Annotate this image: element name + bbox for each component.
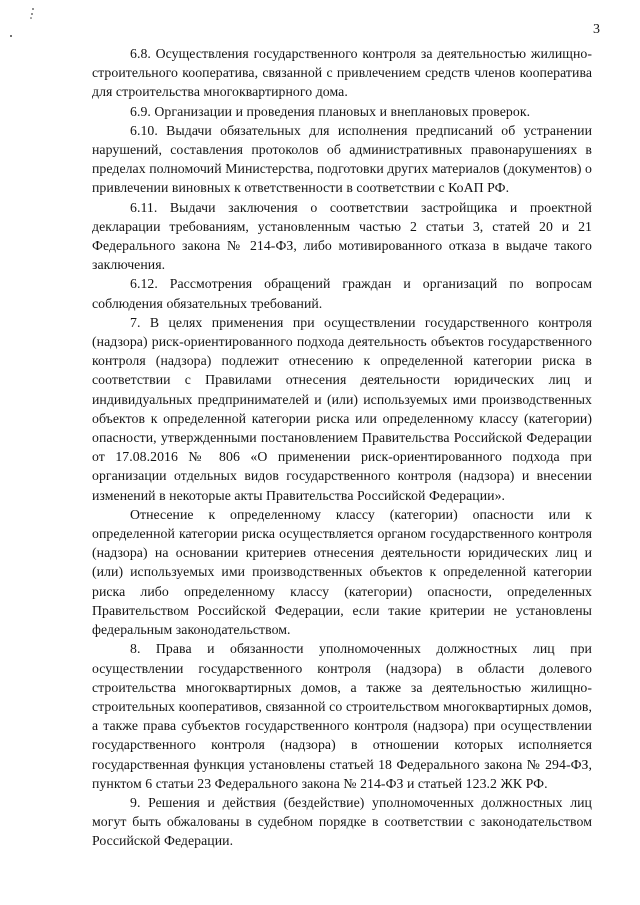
paragraph-6-10: 6.10. Выдачи обязательных для исполнения предписаний об устранении нарушений, составления протоколов об административных правонарушениях в пределах полномочий Министерства, подготовки других материалов (документов) о привлечении виновных к ответственности в соответствии с КоАП РФ. — [92, 122, 592, 196]
scan-dot — [30, 17, 32, 19]
scan-dot — [32, 8, 34, 10]
paragraph-6-8: 6.8. Осуществления государственного контроля за деятельностью жилищно-строительного кооператива, связанной с привлечением средств членов кооператива для строительства многоквартирного дома. — [92, 46, 592, 100]
document-body — [92, 44, 592, 851]
paragraph-6-9: 6.9. Организации и проведения плановых и внеплановых проверок. — [130, 103, 531, 119]
paragraph-8: 8. Права и обязанности уполномоченных должностных лиц при осуществлении государственного контроля (надзора) в области долевого строительства многоквартирных домов, а также за деятельностью жилищно-строительных кооперативов, связанной со строительством многоквартирных домов, а также права субъектов государственного контроля (надзора) при осуществлении государственного контроля (надзора) в отношении которых исполняется государственная функция установлены статьей 18 Федерального закона № 294-ФЗ, пунктом 6 статьи 23 Федерального закона № 214-ФЗ и статьей 123.2 ЖК РФ. — [92, 641, 592, 791]
paragraph-7: 7. В целях применения при осуществлении государственного контроля (надзора) риск-ориентированного подхода деятельность объектов государственного контроля (надзора) подлежит отнесению к определенной категории риска в соответствии с Правилами отнесения деятельности юридических лиц и индивидуальных предпринимателей и (или) используемых ими производственных объектов к определенной категории риска или определенному классу (категории) опасности, утвержденными постановлением Правительства Российской Федерации от 17.08.2016 № 806 «О применении риск-ориентированного подхода при организации отдельных видов государственного контроля (надзора) и внесении изменений в некоторые акты Правительства Российской Федерации». — [92, 314, 592, 503]
paragraph-7-continued: Отнесение к определенному классу (категории) опасности или к определенной категории риска осуществляется органом государственного контроля (надзора) на основании критериев отнесения деятельности юридических лиц и (или) используемых ими производственных объектов к определенной категории риска либо определенному классу (категории) опасности, определенных Правительством Российской Федерации, если такие критерии не установлены федеральным законодательством. — [92, 506, 592, 638]
scan-dot — [31, 13, 33, 15]
scan-dot — [10, 35, 12, 37]
scan-marks — [6, 4, 36, 40]
paragraph-9: 9. Решения и действия (бездействие) уполномоченных должностных лиц могут быть обжалованы в судебном порядке в соответствии с законодательством Российской Федерации. — [92, 794, 592, 849]
paragraph-6-12: 6.12. Рассмотрения обращений граждан и организаций по вопросам соблюдения обязательных требований. — [92, 276, 592, 311]
paragraph-6-11: 6.11. Выдачи заключения о соответствии застройщика и проектной декларации требованиям, установленным частью 2 статьи 3, статей 20 и 21 Федерального закона № 214-ФЗ, либо мотивированного отказа в выдаче такого заключения. — [92, 199, 592, 273]
page-number: 3 — [593, 22, 600, 37]
